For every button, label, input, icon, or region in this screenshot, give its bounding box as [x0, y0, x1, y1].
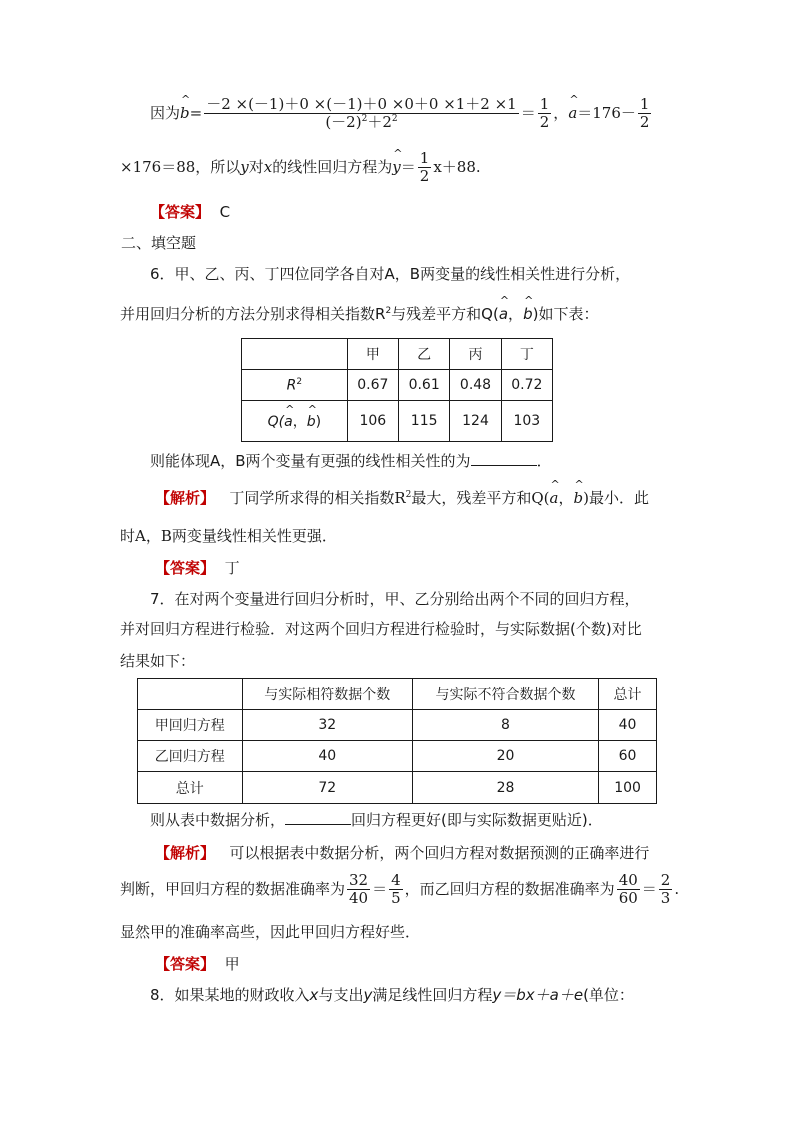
p5-solution-line1: 因为^ b= $\frac{-2 \times(-1)+0 \times(-1)+0 \times 0+0 \times 1+2 \times 1}{(-2)^2+2^2}$ ＝ $\frac{1}{2}$ ，^ a＝176－ $\frac{1}{2}$ — [150, 96, 653, 132]
answer-6: 【答案】 丁 — [155, 559, 240, 577]
q7-table-cell: 20 — [412, 741, 598, 772]
q6-prompt: 则能体现A，B两个变量有更强的线性相关性的为 ． — [150, 452, 552, 470]
q7-table-cell: 32 — [242, 710, 412, 741]
q7-table-cell: 72 — [242, 772, 412, 804]
q7-table — [137, 678, 657, 804]
q7-line2: 并对回归方程进行检验．对这两个回归方程进行检验时，与实际数据(个数)对比 — [120, 620, 642, 638]
q6-table-header: 丙 — [450, 339, 501, 370]
q7-table-cell: 40 — [242, 741, 412, 772]
q7-table-header: 总计 — [599, 679, 657, 710]
solution-6-line2: 时A，B两变量线性相关性更强． — [120, 527, 337, 545]
q6-table-cell: 106 — [347, 401, 398, 442]
q7-table-cell: 100 — [599, 772, 657, 804]
q6-table-header: 乙 — [399, 339, 450, 370]
q6-table-cell: 0.48 — [450, 370, 501, 401]
p5-solution-line2: ×176＝88，所以y对x的线性回归方程为^ y＝ $\frac{1}{2}$ x＋88. — [120, 150, 481, 186]
solution-7-line2: 判断，甲回归方程的数据准确率为 $\frac{32}{40}$ ＝ $\frac{4}{5}$ ，而乙回归方程的数据准确率为 $\frac{40}{60}$ ＝ $\frac{2}{3}$ . — [120, 871, 680, 908]
section-heading: 二、填空题 — [121, 234, 197, 252]
answer-7: 【答案】 甲 — [155, 955, 240, 973]
b-hat-fraction: $\frac{-2 \times(-1)+0 \times(-1)+0 \times 0+0 \times 1+2 \times 1}{(-2)^2+2^2}$ — [206, 95, 517, 132]
q7-table-row-label: 乙回归方程 — [138, 741, 243, 772]
half-fraction: $\frac{1}{2}$ — [539, 95, 550, 132]
q7-line3: 结果如下： — [120, 652, 196, 670]
b-hat: ^ b — [180, 104, 190, 122]
solution-7-line3: 显然甲的准确率高些，因此甲回归方程好些． — [120, 923, 421, 941]
a-hat: ^ a — [568, 104, 577, 122]
q6-table-row-label: Q(^ a，^ b) — [242, 401, 348, 442]
q6-table-cell: 0.72 — [501, 370, 552, 401]
half-fraction-3: $\frac{1}{2}$ — [419, 149, 430, 186]
y-hat: ^ y — [392, 158, 400, 176]
q6-table-cell: 124 — [450, 401, 501, 442]
q8-line1: 8．如果某地的财政收入x与支出y满足线性回归方程y＝bx＋a＋e(单位： — [150, 986, 634, 1004]
q6-table-cell: 115 — [399, 401, 450, 442]
answer-blank — [471, 451, 537, 466]
q7-table-row-label: 甲回归方程 — [138, 710, 243, 741]
q6-table-header: 丁 — [501, 339, 552, 370]
q6-table-row-label: $R^2$ — [242, 370, 348, 401]
q7-prompt: 则从表中数据分析， 回归方程更好(即与实际数据更贴近)． — [150, 811, 603, 829]
q7-table-cell: 28 — [412, 772, 598, 804]
q7-table-cell: 8 — [412, 710, 598, 741]
answer-blank — [285, 810, 351, 825]
q7-table-header: 与实际相符数据个数 — [242, 679, 412, 710]
q7-table-cell: 60 — [599, 741, 657, 772]
q7-table-header: 与实际不符合数据个数 — [412, 679, 598, 710]
answer-5: 【答案】 C — [150, 203, 231, 221]
q7-table-row-label: 总计 — [138, 772, 243, 804]
q6-line2: 并用回归分析的方法分别求得相关指数$R^2$与残差平方和Q(^ a，^ b)如下表： — [120, 303, 598, 324]
half-fraction-2: $\frac{1}{2}$ — [639, 95, 650, 132]
q6-table-header: 甲 — [347, 339, 398, 370]
q6-line1: 6．甲、乙、丙、丁四位同学各自对A，B两变量的线性相关性进行分析， — [150, 265, 631, 283]
q6-table-cell: 0.61 — [399, 370, 450, 401]
q7-table-cell: 40 — [599, 710, 657, 741]
q6-table — [241, 338, 553, 442]
q7-line1: 7．在对两个变量进行回归分析时，甲、乙分别给出两个不同的回归方程， — [150, 590, 640, 608]
q7-table-header-empty — [138, 679, 243, 710]
q6-table-cell: 0.67 — [347, 370, 398, 401]
solution-7-line1: 【解析】 可以根据表中数据分析，两个回归方程对数据预测的正确率进行 — [155, 844, 650, 862]
q6-table-header-empty — [242, 339, 348, 370]
q6-table-cell: 103 — [501, 401, 552, 442]
solution-6-line1: 【解析】 丁同学所求得的相关指数$R^2$最大，残差平方和Q(^ a，^ b)最小．此 — [155, 487, 649, 508]
